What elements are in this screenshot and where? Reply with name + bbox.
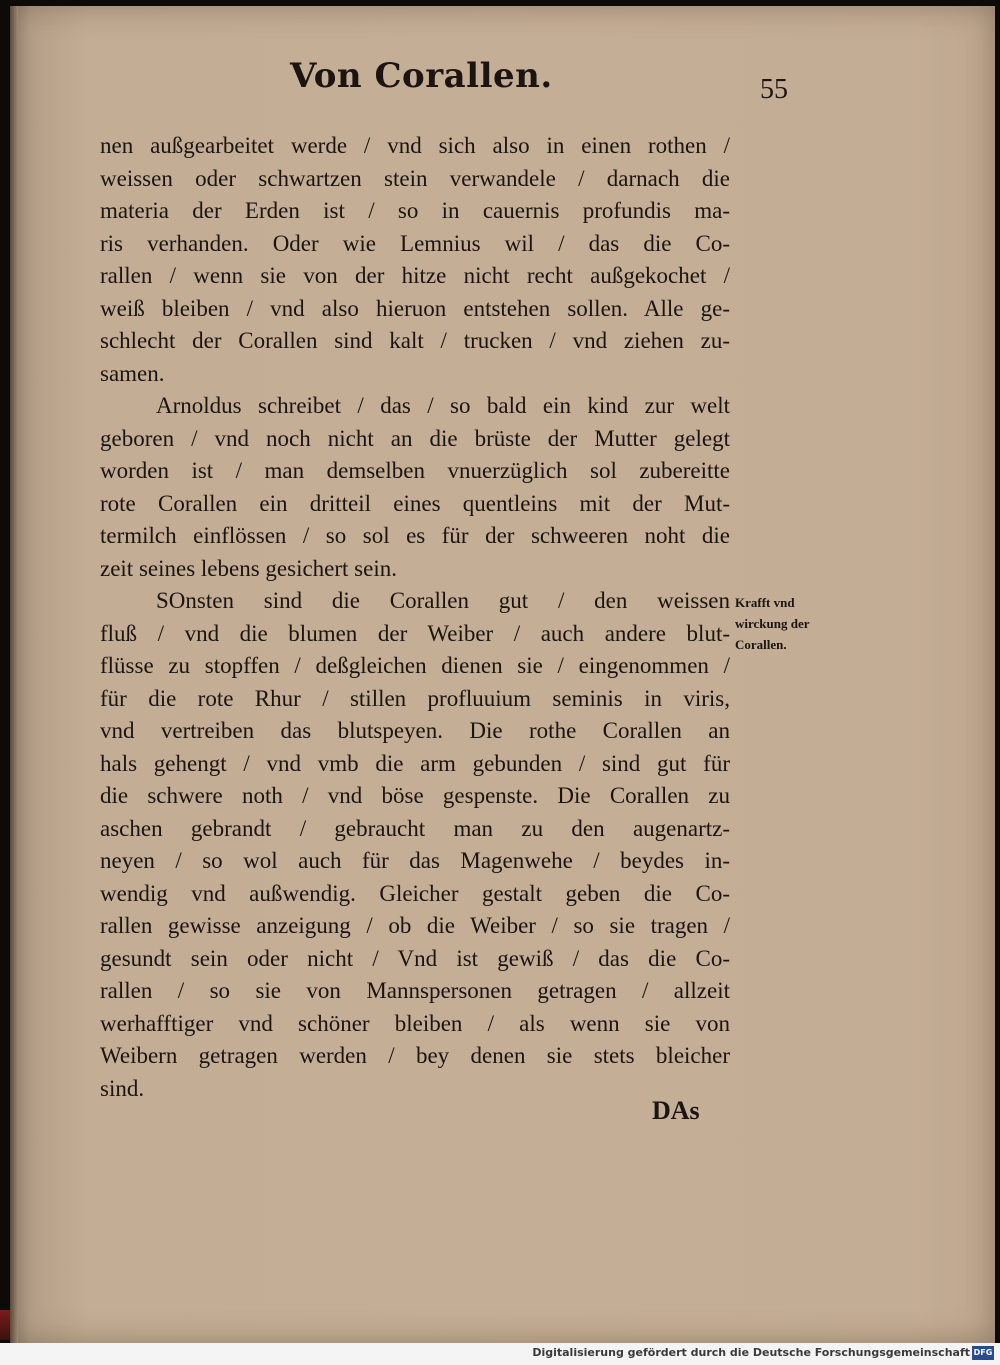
- text-line: fluß / vnd die blumen der Weiber / auch andere blut-: [100, 620, 730, 646]
- page-gutter-edge: [10, 6, 18, 1343]
- marginal-note-line: wirckung der: [735, 616, 810, 631]
- funding-credit: Digitalisierung gefördert durch die Deutsche Forschungsgemeinschaft: [532, 1346, 970, 1359]
- text-line: geboren / vnd noch nicht an die brüste der Mutter gelegt: [100, 425, 730, 451]
- text-line: materia der Erden ist / so in cauernis profundis ma-: [100, 198, 730, 223]
- text-line: schlecht der Corallen sind kalt / trucken / vnd ziehen zu-: [100, 328, 730, 353]
- text-line: Weibern getragen werden / bey denen sie stets bleicher: [100, 1043, 730, 1068]
- text-line: gesundt sein oder nicht / Vnd ist gewiß / das die Co-: [100, 945, 730, 971]
- text-line: die schwere noth / vnd böse gespenste. Die Corallen zu: [100, 783, 730, 808]
- dfg-logo: DFG: [972, 1346, 994, 1360]
- text-line: weiß bleiben / vnd also hieruon entstehen sollen. Alle ge-: [100, 295, 730, 321]
- marginal-note-line: Corallen.: [735, 637, 787, 652]
- running-head: Von Corallen.: [290, 56, 553, 96]
- text-line: rallen gewisse anzeigung / ob die Weiber / so sie tragen /: [100, 913, 730, 938]
- text-line: ris verhanden. Oder wie Lemnius wil / das die Co-: [100, 230, 730, 256]
- text-line: aschen gebrandt / gebraucht man zu den augenartz-: [100, 815, 730, 841]
- text-line: flüsse zu stopffen / deßgleichen dienen sie / eingenommen /: [100, 653, 730, 678]
- text-line: rote Corallen ein dritteil eines quentleins mit der Mut-: [100, 490, 730, 516]
- text-line: sind.: [100, 1075, 145, 1101]
- color-calibration-strip: [0, 1310, 10, 1340]
- text-line: weissen oder schwartzen stein verwandele / darnach die: [100, 165, 730, 191]
- text-line: nen außgearbeitet werde / vnd sich also in einen rothen /: [100, 133, 730, 158]
- text-line: vnd vertreiben das blutspeyen. Die rothe Corallen an: [100, 718, 730, 743]
- text-line: zeit seines lebens gesichert sein.: [100, 555, 397, 581]
- text-line: SOnsten sind die Corallen gut / den weissen: [156, 588, 730, 613]
- text-line: werhafftiger vnd schöner bleiben / als wenn sie von: [100, 1010, 730, 1036]
- body-text: [100, 130, 730, 1105]
- marginal-note-line: Krafft vnd: [735, 595, 795, 610]
- text-line: wendig vnd außwendig. Gleicher gestalt geben die Co-: [100, 880, 730, 906]
- text-line: für die rote Rhur / stillen profluuium seminis in viris,: [100, 685, 730, 711]
- page-number: 55: [760, 74, 788, 105]
- text-line: rallen / wenn sie von der hitze nicht recht außgekochet /: [100, 263, 730, 288]
- text-line: Arnoldus schreibet / das / so bald ein kind zur welt: [156, 393, 730, 418]
- marginal-note: [735, 592, 850, 655]
- footer-bar: [0, 1343, 1000, 1365]
- text-line: neyen / so wol auch für das Magenwehe / beydes in-: [100, 848, 730, 873]
- text-line: rallen / so sie von Mannspersonen getragen / allzeit: [100, 978, 730, 1003]
- text-line: hals gehengt / vnd vmb die arm gebunden / sind gut für: [100, 750, 730, 776]
- catchword: DAs: [652, 1096, 700, 1125]
- text-line: worden ist / man demselben vnuerzüglich sol zubereitte: [100, 458, 730, 483]
- text-line: samen.: [100, 360, 165, 386]
- text-line: termilch einflössen / so sol es für der schweeren noht die: [100, 523, 730, 548]
